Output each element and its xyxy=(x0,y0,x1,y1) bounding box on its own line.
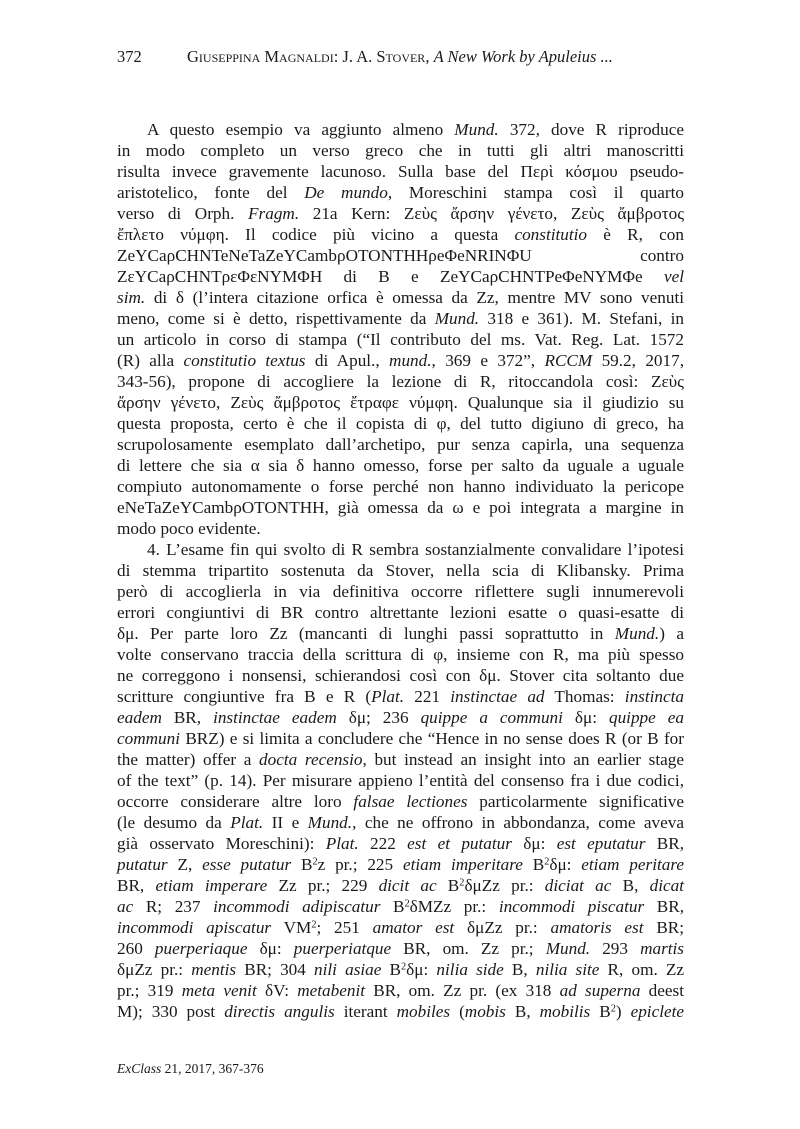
text-line xyxy=(117,308,684,329)
text-line xyxy=(117,518,684,539)
text: B xyxy=(436,876,460,895)
text: 4. L’esame fin qui svolto di R sembra sostanzialmente convalidare l’ipotesi xyxy=(147,540,684,559)
italic-text: dicat xyxy=(649,876,685,895)
text: , but instead an insight into an earlier stage xyxy=(362,750,684,769)
text: δMZz pr.: xyxy=(409,897,499,916)
text: ) xyxy=(615,1002,631,1021)
text: ne correggono i nonsensi, schierandosi così con δμ. Stover cita soltanto due xyxy=(117,666,684,685)
text: iterant xyxy=(334,1002,397,1021)
italic-text: esse putatur xyxy=(202,855,292,874)
text: 59.2, 2017, xyxy=(592,351,684,370)
text: però di accoglierla in via definitiva occorre riflettere sugli innumerevoli xyxy=(117,582,684,601)
italic-text: RCCM xyxy=(544,351,593,370)
text: 21a Kern: Ζεὺς ἄρσην γένετο, Ζεὺς ἄμβροτος xyxy=(299,204,684,223)
text: particolarmente significative xyxy=(467,792,684,811)
text-line xyxy=(117,728,684,749)
text: the matter) offer a xyxy=(117,750,260,769)
italic-text: falsae lectiones xyxy=(353,792,468,811)
italic-text: putatur xyxy=(117,855,168,874)
text: B, xyxy=(503,960,536,979)
text-line xyxy=(117,245,684,266)
text: 372, dove R riproduce xyxy=(498,120,684,139)
footer-citation: 21, 2017, 367-376 xyxy=(161,1061,264,1076)
text: risulta invece gravemente lacunoso. Sulla base del Περὶ κόσμου pseudo- xyxy=(117,162,684,181)
italic-text: etiam imperitare xyxy=(402,855,523,874)
text: δV: xyxy=(256,981,298,1000)
text-line xyxy=(117,644,684,665)
text: δμ: xyxy=(511,834,557,853)
italic-text: mobis xyxy=(464,1002,506,1021)
text: ἄρσην γένετο, Ζεὺς ἄμβροτος ἔτραφε νύμφη. Qualunque sia il giudizio su xyxy=(117,393,684,412)
text: M); 330 post xyxy=(117,1002,225,1021)
text: questa proposta, certo è che il copista di φ, del tutto digiuno di greco, ha xyxy=(117,414,684,433)
italic-text: incommodi adipiscatur xyxy=(213,897,381,916)
italic-text: instincta xyxy=(624,687,684,706)
italic-text: mentis xyxy=(191,960,237,979)
text: di δ (l’intera citazione orfica è omessa da Zz, mentre MV sono venuti xyxy=(145,288,684,307)
italic-text: nilia site xyxy=(535,960,600,979)
italic-text: incommodi piscatur xyxy=(498,897,645,916)
text-line xyxy=(117,203,684,224)
text: ἔπλετο νύμφη. Il codice più vicino a questa xyxy=(117,225,515,244)
text: aristotelico, fonte del xyxy=(117,183,305,202)
superscript: 2 xyxy=(401,961,407,973)
text-line xyxy=(117,917,684,938)
text: un articolo in corso di stampa (“Il contributo del ms. Vat. Reg. Lat. 1572 xyxy=(117,330,684,349)
text: BR, xyxy=(161,708,214,727)
text: B xyxy=(380,897,405,916)
text-line xyxy=(117,1001,684,1022)
text-line xyxy=(117,686,684,707)
text-line xyxy=(117,476,684,497)
italic-text: etiam imperare xyxy=(155,876,268,895)
text-line xyxy=(117,980,684,1001)
text-line xyxy=(117,371,684,392)
italic-text: epiclete xyxy=(630,1002,685,1021)
text: δμ. Per parte loro Zz (mancanti di lunghi passi soprattutto in xyxy=(117,624,615,643)
text-line xyxy=(117,560,684,581)
text: pr.; 319 xyxy=(117,981,182,1000)
text: occorre considerare altre loro xyxy=(117,792,354,811)
text-line xyxy=(117,623,684,644)
italic-text: Fragm. xyxy=(248,204,300,223)
superscript: 2 xyxy=(610,1003,616,1015)
text: Thomas: xyxy=(544,687,625,706)
italic-text: constitutio textus xyxy=(183,351,306,370)
italic-text: mobiles xyxy=(396,1002,451,1021)
text: modo poco evidente. xyxy=(117,519,261,538)
text: of the text” (p. 14). Per misurare appieno l’entità del consenso fra i due codici, xyxy=(117,771,684,790)
text: BR, om. Zz pr. (ex 318 xyxy=(365,981,560,1000)
text: ZεYCaρCHNTρεΦεNYMΦH di B e ZeYCaρCHNTPeΦeNYMΦe xyxy=(117,267,664,286)
text: , che ne offrono in abbondanza, come aveva xyxy=(352,813,684,832)
text-line xyxy=(117,749,684,770)
italic-text: amatoris est xyxy=(550,918,644,937)
italic-text: sim. xyxy=(117,288,146,307)
text: A questo esempio va aggiunto almeno xyxy=(147,120,455,139)
italic-text: Mund. xyxy=(614,624,660,643)
text: B xyxy=(381,960,402,979)
text: R, om. Zz xyxy=(599,960,685,979)
text-line xyxy=(117,896,684,917)
text: già osservato Moreschini): xyxy=(117,834,326,853)
text: 343-56), propone di accogliere la lezione di R, ritoccandola così: Ζεὺς xyxy=(117,372,684,391)
italic-text: Mund. xyxy=(454,120,499,139)
text-line xyxy=(117,266,684,287)
italic-text: communi xyxy=(117,729,181,748)
text: in modo completo un verso greco che in tutti gli altri manoscritti xyxy=(117,141,684,160)
text: Zz pr.; 229 xyxy=(267,876,379,895)
text: , Moreschini stampa così il quarto xyxy=(387,183,684,202)
italic-text: constitutio xyxy=(514,225,588,244)
italic-text: quippe a communi xyxy=(420,708,563,727)
text-line xyxy=(117,833,684,854)
italic-text: instinctae ad xyxy=(450,687,545,706)
text: ; 251 xyxy=(316,918,373,937)
text: di Apul., xyxy=(305,351,390,370)
italic-text: Plat. xyxy=(325,834,359,853)
text: verso di Orph. xyxy=(117,204,249,223)
text: , 369 e 372”, xyxy=(431,351,545,370)
header-work-title: A New Work by Apuleius ... xyxy=(433,47,613,66)
text: B xyxy=(590,1002,611,1021)
text: Z, xyxy=(167,855,203,874)
italic-text: Plat. xyxy=(230,813,264,832)
text-line xyxy=(117,539,684,560)
italic-text: meta venit xyxy=(181,981,257,1000)
text: ) a xyxy=(659,624,684,643)
text-line xyxy=(117,938,684,959)
text: B, xyxy=(505,1002,540,1021)
text: deest xyxy=(640,981,684,1000)
text-line xyxy=(117,140,684,161)
italic-text: Mund. xyxy=(545,939,591,958)
text-line xyxy=(117,119,684,140)
text-line xyxy=(117,287,684,308)
italic-text: nili asiae xyxy=(314,960,382,979)
text: compiuto autonomamente o forse perché non hanno individuato la pericope xyxy=(117,477,684,496)
italic-text: ad superna xyxy=(559,981,641,1000)
text: scrupolosamente esemplato dall’archetipo, pur senza capirla, una sequenza xyxy=(117,435,684,454)
text-line xyxy=(117,959,684,980)
italic-text: instinctae eadem xyxy=(213,708,337,727)
page-number: 372 xyxy=(117,47,142,66)
text: 318 e 361). M. Stefani, in xyxy=(479,309,684,328)
text: (le desumo da xyxy=(117,813,231,832)
text: errori congiuntivi di BR contro altrettante lezioni esatte o quasi-esatte di xyxy=(117,603,684,622)
article-body xyxy=(117,119,684,1022)
paragraph xyxy=(117,119,684,539)
italic-text: Plat. xyxy=(371,687,405,706)
text-line xyxy=(117,812,684,833)
text: BR, om. Zz pr.; xyxy=(391,939,546,958)
italic-text: puerperiatque xyxy=(293,939,392,958)
paragraph xyxy=(117,539,684,1022)
text-line xyxy=(117,602,684,623)
text: eNeTaZeYCambρOTONTHH, già omessa da ω e poi integrata a margine in xyxy=(117,498,684,517)
text-line xyxy=(117,224,684,245)
italic-text: etiam peritare xyxy=(581,855,685,874)
italic-text: directis angulis xyxy=(224,1002,335,1021)
text-line xyxy=(117,854,684,875)
italic-text: martis xyxy=(640,939,684,958)
text: z pr.; 225 xyxy=(317,855,403,874)
text-line xyxy=(117,350,684,371)
text-line xyxy=(117,182,684,203)
page-footer xyxy=(117,1061,264,1077)
italic-text: mund. xyxy=(389,351,432,370)
italic-text: puerperiaque xyxy=(154,939,248,958)
italic-text: docta recensio xyxy=(259,750,363,769)
italic-text: nilia side xyxy=(436,960,504,979)
text: 260 xyxy=(117,939,155,958)
text: di lettere che sia α sia δ hanno omesso, forse per salto da uguale a uguale xyxy=(117,456,684,475)
text-line xyxy=(117,791,684,812)
text: B, xyxy=(611,876,650,895)
text: B xyxy=(522,855,545,874)
italic-text: metabenit xyxy=(297,981,365,1000)
header-reviewed-author: Stover xyxy=(376,47,426,66)
text: 293 xyxy=(590,939,641,958)
text-line xyxy=(117,161,684,182)
text: scritture congiuntive fra B e R ( xyxy=(117,687,372,706)
footer-journal: ExClass xyxy=(117,1061,162,1076)
superscript: 2 xyxy=(312,856,318,868)
text-line xyxy=(117,707,684,728)
text: δμZz pr.: xyxy=(117,960,192,979)
text: ( xyxy=(450,1002,465,1021)
italic-text: diciat ac xyxy=(544,876,612,895)
italic-text: mobilis xyxy=(539,1002,591,1021)
text: BR, xyxy=(117,876,156,895)
italic-text: est eputatur xyxy=(556,834,646,853)
text: δμZz pr.: xyxy=(454,918,551,937)
text-line xyxy=(117,581,684,602)
italic-text: est et putatur xyxy=(407,834,512,853)
text: BR, xyxy=(644,897,684,916)
text-line xyxy=(117,497,684,518)
text: δμZz pr.: xyxy=(464,876,545,895)
text: (R) alla xyxy=(117,351,184,370)
running-header xyxy=(117,47,613,67)
italic-text: De mundo xyxy=(304,183,388,202)
text: BR; xyxy=(643,918,685,937)
text-line xyxy=(117,455,684,476)
text: BR; 304 xyxy=(236,960,315,979)
text-line xyxy=(117,392,684,413)
italic-text: eadem xyxy=(117,708,162,727)
italic-text: incommodi apiscatur xyxy=(117,918,272,937)
superscript: 2 xyxy=(404,898,410,910)
text: 222 xyxy=(358,834,408,853)
italic-text: vel xyxy=(663,267,684,286)
superscript: 2 xyxy=(459,877,465,889)
italic-text: dicit ac xyxy=(378,876,437,895)
text: BR, xyxy=(645,834,684,853)
text-line xyxy=(117,413,684,434)
italic-text: Mund. xyxy=(434,309,480,328)
italic-text: Mund. xyxy=(307,813,353,832)
header-separator: : J. A. xyxy=(333,47,377,66)
italic-text: ac xyxy=(117,897,134,916)
superscript: 2 xyxy=(544,856,550,868)
text-line xyxy=(117,875,684,896)
text: R; 237 xyxy=(133,897,214,916)
text: di stemma tripartito sostenuta da Stover, nella scia di Klibansky. Prima xyxy=(117,561,684,580)
superscript: 2 xyxy=(311,919,317,931)
text-line xyxy=(117,665,684,686)
text: ZeYCaρCHNTeNeTaZeYCambρOTONTHHρeΦeNRINΦU contro xyxy=(117,246,684,265)
text: B xyxy=(291,855,313,874)
header-author: Giuseppina Magnaldi xyxy=(187,47,334,66)
text-line xyxy=(117,770,684,791)
text: δμ; 236 xyxy=(336,708,421,727)
text: BRZ) e si limita a concludere che “Hence in no sense does R (or B for xyxy=(180,729,684,748)
italic-text: amator est xyxy=(372,918,455,937)
text: è R, con xyxy=(587,225,684,244)
text: δμ: xyxy=(549,855,582,874)
text-line xyxy=(117,434,684,455)
text: VM xyxy=(271,918,312,937)
text-line xyxy=(117,329,684,350)
text: δμ: xyxy=(562,708,609,727)
text: δμ: xyxy=(247,939,294,958)
italic-text: quippe ea xyxy=(608,708,684,727)
text: δμ: xyxy=(406,960,437,979)
text: meno, come si è detto, rispettivamente da xyxy=(117,309,435,328)
text: volte conservano traccia della scrittura di φ, insieme con R, ma più spesso xyxy=(117,645,684,664)
text: 221 xyxy=(404,687,451,706)
header-comma: , xyxy=(425,47,434,66)
text: II e xyxy=(263,813,308,832)
